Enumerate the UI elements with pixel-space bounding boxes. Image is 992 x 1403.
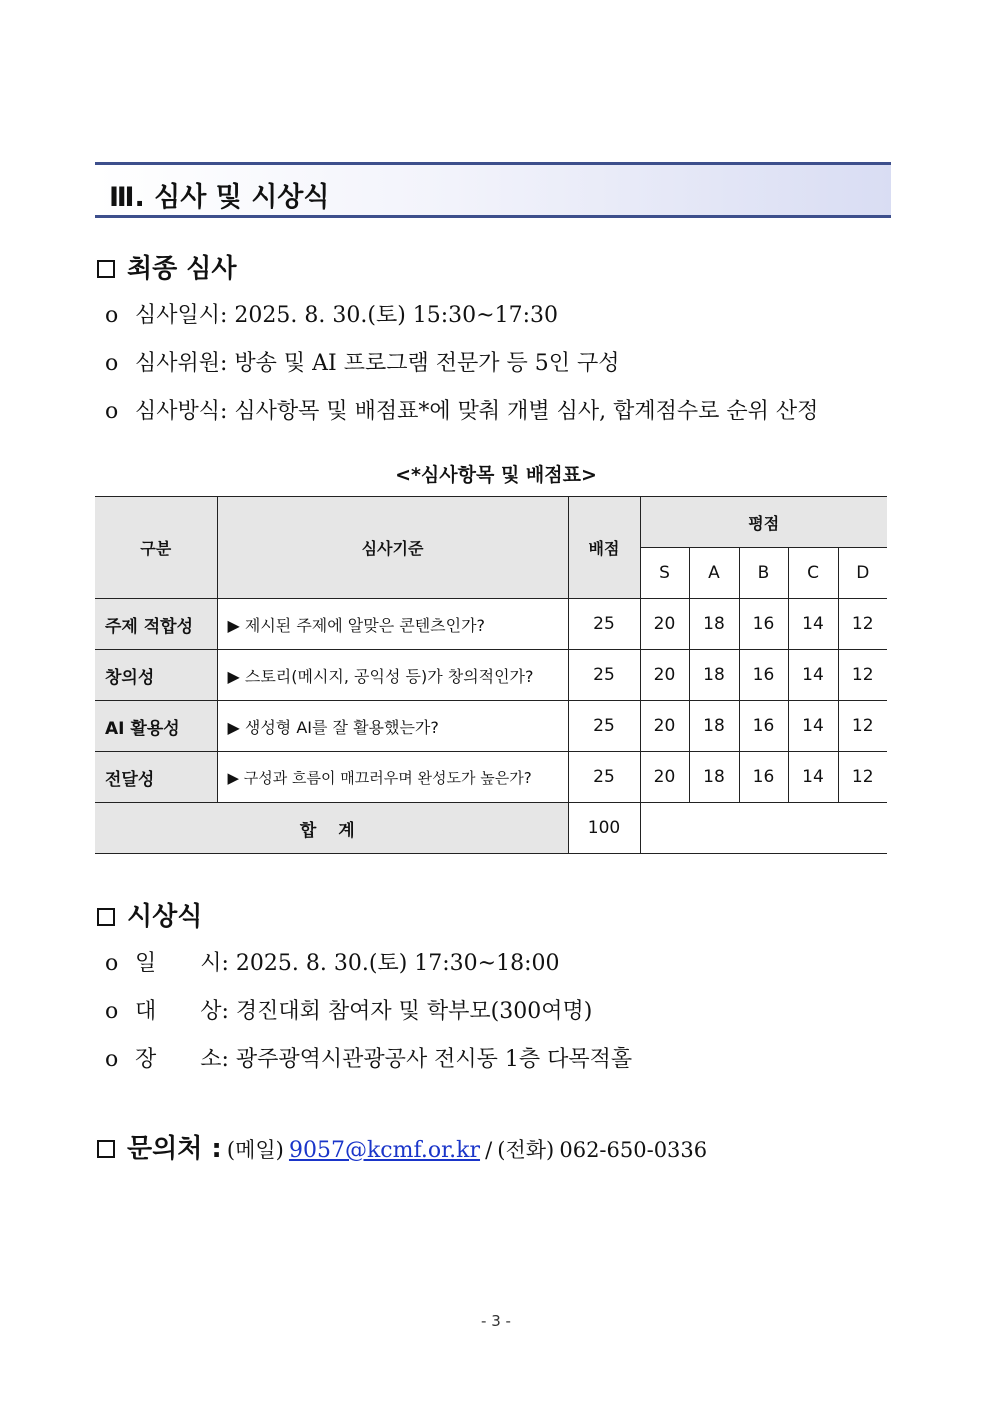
checkbox-square-icon [97,908,115,926]
grade-a: A [689,548,739,599]
phone-number: 062-650-0336 [559,1138,708,1162]
row-score-s: 20 [640,650,689,701]
row-score-a: 18 [689,599,739,650]
contact-separator: / [485,1138,493,1162]
grade-c: C [788,548,838,599]
checkbox-square-icon [97,1140,115,1158]
ceremony-place-label: 장 소 [135,1047,222,1072]
section-title: Ⅲ. 심사 및 시상식 [109,182,330,213]
review-method-item [105,394,818,425]
row-criteria: ▶ 제시된 주제에 알맞은 콘텐츠인가? [217,599,568,650]
page-number: - 3 - [481,1312,511,1330]
ceremony-date-item [105,946,560,977]
row-points: 25 [568,650,640,701]
review-judges-value: : 방송 및 AI 프로그램 전문가 등 5인 구성 [220,351,620,376]
ceremony-heading-text: 시상식 [127,902,203,932]
table-row [95,650,887,701]
final-review-heading-text: 최종 심사 [127,254,237,284]
row-score-b: 16 [739,599,788,650]
contact-label: 문의처 : [127,1134,222,1164]
review-date-item [105,298,558,329]
row-score-a: 18 [689,701,739,752]
row-points: 25 [568,752,640,803]
review-date-label: 심사일시 [135,303,221,328]
row-score-c: 14 [788,650,838,701]
grade-d: D [838,548,887,599]
review-method-value: : 심사항목 및 배점표*에 맞춰 개별 심사, 합계점수로 순위 산정 [220,399,819,424]
total-label: 합 계 [95,803,568,854]
row-score-d: 12 [838,701,887,752]
total-points: 100 [568,803,640,854]
total-row [95,803,887,854]
row-score-s: 20 [640,752,689,803]
ceremony-target-item [105,994,592,1025]
bullet-o-icon: o [105,951,119,976]
ceremony-date-label: 일 시 [135,951,222,976]
ceremony-date-value: : 2025. 8. 30.(토) 17:30~18:00 [221,951,560,976]
table-row [95,701,887,752]
header-criteria: 심사기준 [217,497,568,599]
header-category: 구분 [95,497,217,599]
review-judges-label: 심사위원 [135,351,221,376]
bullet-o-icon: o [105,399,119,424]
row-category: AI 활용성 [95,701,217,752]
review-judges-item [105,346,619,377]
ceremony-target-value: : 경진대회 참여자 및 학부모(300여명) [221,999,593,1024]
mail-label: (메일) [226,1138,284,1162]
row-category: 주제 적합성 [95,599,217,650]
bullet-o-icon: o [105,999,119,1024]
bullet-o-icon: o [105,351,119,376]
row-score-c: 14 [788,599,838,650]
row-score-a: 18 [689,752,739,803]
row-points: 25 [568,701,640,752]
table-caption: <*심사항목 및 배점표> [395,464,597,486]
row-score-d: 12 [838,752,887,803]
row-score-c: 14 [788,701,838,752]
bullet-o-icon: o [105,1047,119,1072]
row-category: 전달성 [95,752,217,803]
row-score-c: 14 [788,752,838,803]
row-score-b: 16 [739,650,788,701]
row-score-b: 16 [739,752,788,803]
phone-label: (전화) [497,1138,555,1162]
grade-b: B [739,548,788,599]
table-row [95,599,887,650]
row-score-b: 16 [739,701,788,752]
row-criteria: ▶ 생성형 AI를 잘 활용했는가? [217,701,568,752]
total-empty-cell [640,803,887,854]
row-score-d: 12 [838,650,887,701]
table-row [95,752,887,803]
section-header [95,162,891,218]
email-link[interactable]: 9057@kcmf.or.kr [288,1138,481,1163]
row-score-s: 20 [640,701,689,752]
review-date-value: : 2025. 8. 30.(토) 15:30~17:30 [220,303,559,328]
scoring-table [95,496,887,854]
final-review-heading [97,248,237,285]
row-criteria: ▶ 스토리(메시지, 공익성 등)가 창의적인가? [217,650,568,701]
ceremony-place-value: : 광주광역시관광공사 전시동 1층 다목적홀 [221,1047,633,1072]
row-score-d: 12 [838,599,887,650]
header-points: 배점 [568,497,640,599]
grade-s: S [640,548,689,599]
row-score-s: 20 [640,599,689,650]
row-criteria: ▶ 구성과 흐름이 매끄러우며 완성도가 높은가? [217,752,568,803]
contact-line [97,1128,707,1165]
header-grade: 평점 [640,497,887,548]
bullet-o-icon: o [105,303,119,328]
ceremony-place-item [105,1042,632,1073]
review-method-label: 심사방식 [135,399,221,424]
row-points: 25 [568,599,640,650]
row-category: 창의성 [95,650,217,701]
checkbox-square-icon [97,260,115,278]
row-score-a: 18 [689,650,739,701]
ceremony-target-label: 대 상 [135,999,222,1024]
ceremony-heading [97,896,202,933]
